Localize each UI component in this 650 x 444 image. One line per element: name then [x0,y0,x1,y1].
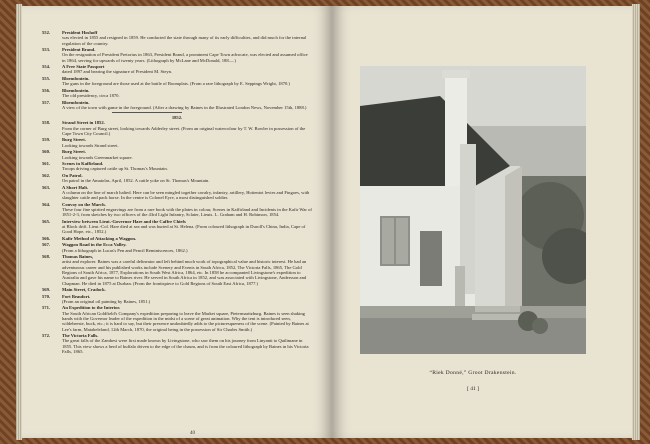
entry-number: 572. [42,333,51,338]
entry-number: 560. [42,149,51,155]
entry-description: Troops driving captured cattle up St. Thomas's Mountain. [62,166,168,172]
entry-number: 568. [42,254,51,260]
catalogue-entry [42,185,312,201]
catalogue-entry [42,287,312,292]
entry-number: 556. [42,87,51,93]
entry-number: 570. [42,293,51,299]
entry-number: 562. [42,172,51,178]
catalogue-entry [42,254,312,286]
page-edges-right [632,4,640,440]
plate-number: [ 41 ] [466,386,480,392]
section-divider [112,112,182,113]
entry-title: The Victoria Falls. [62,333,99,338]
entries-section-b [42,120,312,354]
entry-number: 567. [42,242,51,248]
entry-number: 564. [42,201,51,207]
entry-title: Strand Street in 1852. [62,120,105,126]
entry-number: 571. [42,305,51,311]
section-year: 1852. [171,115,183,121]
entry-description: was elected in 1855 and resigned in 1859. He conducted the state through many of its early difficulties, and did much for the internal regulation of the country. [62,35,307,46]
entry-description: From the corner of Burg street, looking towards Adderley street. (From an original watercolour by T. W. Bowler in possession of the Cape Town City Council.) [62,125,306,136]
entry-number: 553. [42,47,51,53]
page-number: 40 [190,431,195,436]
entry-title: Bloemfontein. [62,87,90,93]
entry-title: Burg Street. [62,149,86,155]
catalogue-entry [42,161,312,172]
catalogue-entry [42,294,312,305]
entry-number: 555. [42,75,51,81]
entry-description: dated 1897 and bearing the signature of President M. Steyn. [62,69,173,75]
entry-number: 561. [42,161,51,167]
plate-photograph [360,66,586,354]
entry-title: Convoy on the March. [62,201,106,207]
plate-caption: “Riek Donné,” Groot Drakenstein. [429,370,517,376]
entry-description: A view of the town with game in the foreground. (After a drawing by Baines in the Illustrated London News, November 15th, 1888.) [62,104,307,110]
entry-description: The old presidency, circa 1870. [62,93,120,99]
entry-description: On patrol in the Amatolas, April, 1852. A cattle yoke on St. Thomas's Mountain. [62,178,210,184]
entry-description: On the resignation of President Pretorius in 1863, President Brand, a prominent Cape Town advocate, was elected and assumed office in 1864, serving for upwards of twenty years. (Lithograph by McLane and McDonald, 188—.) [62,52,308,63]
entry-title: Scenes in Kaffirland. [62,161,104,167]
catalogue-entry [42,100,312,111]
entry-number: 563. [42,184,51,190]
catalogue-entry [42,76,312,87]
entry-title: Burg Street. [62,137,86,143]
entry-number: 566. [42,235,51,241]
catalogue-entry [42,242,312,253]
entry-title: Bloemfontein. [62,99,90,105]
catalogue-entry [42,47,312,63]
entry-number: 558. [42,120,51,126]
entry-description: A column on the line of march halted. Here can be seen mingled together cavalry, infantry, artillery, Hottentot levies and Fingoes, with slaughter cattle and pack horse. In the centre is Colonel Eyre, a most distinguished soldier. [62,189,310,201]
entry-description: Looking towards Strand street. [62,142,119,148]
catalogue-entry [42,30,312,46]
catalogue-entry [42,64,312,75]
entry-description: These four fine spirited engravings are from a rare book with the plates in colour, Scenes in Kaffirland and Incidents in the Kafir War of 1851-2-3, from sketches by two officers of the 43rd Light Infantry, Sclater, Lieuts. L. Graham and H. Robinson, 1854. [62,206,312,218]
entry-title: Waggon Road in the Ecca Valley. [62,242,127,248]
catalogue-text [42,30,312,355]
entry-description: artist and explorer. Baines was a careful delineator and left behind much work of topographical value and historic interest. He had an adventurous career and his published works include Scenery and Events in South Africa, 1852, The Victoria Falls, 1865, The Gold Regions of South Africa, 1877, Explorations in South West Africa, 1864, etc. In 1858 he accompanied Livingstone's expedition to Australia and gave his name to Baines river. He served in South Africa in 1852, and was associated with Livingstone, Andersson and Chapman. He died in 1875 at Durban. (From the frontispiece to Gold Regions of South East Africa, 1877.) [62,259,307,286]
catalogue-entry [42,88,312,99]
entry-title: An Expedition to the Interior. [62,305,121,311]
entries-section-a [42,30,312,110]
entry-description: The South African Goldfield's Company's expedition preparing to leave the Market square, Pietermaritzburg. Baines is seen shaking hands with the Governor leader of the expedition in the midst of a scene of great animation. Why the tent is introduced seen, wildebeeste, buck, etc.; it is hard to say, but their presence undoubtedly adds to the picturesqueness of the scene. (Painted by Baines at Lee's farm, Matabeleland, 12th March, 1870, the original being in the possession of Sir Charles Smith.) [62,310,309,332]
catalogue-entry [42,202,312,218]
entry-title: Fort Beaufort. [62,293,91,299]
entry-description: at Block drift. Lieut.-Col. Hare died at sea and was buried at St. Helena. (From coloured lithograph in Duroll's China, India, Cape of Good Hope, etc., 1852.) [62,224,306,235]
entry-title: A Free State Passport [62,64,105,70]
catalogue-entry [42,305,312,331]
entry-title: Bloemfontein. [62,75,90,81]
entry-number: 569. [42,287,51,293]
entry-title: On Patrol. [62,172,83,178]
entry-number: 565. [42,218,51,224]
entry-description: (From a lithograph in Lucas's Pen and Pencil Reminiscences, 1862.) [62,247,188,253]
catalogue-entry [42,173,312,184]
entry-title: Interview between Lieut.-Governor Hare and the Caffre Chiefs [62,218,186,224]
entry-title: Main Street, Cradock. [62,287,106,293]
catalogue-entry [42,219,312,235]
entry-title: A Short Halt. [62,184,89,190]
entry-number: 552. [42,30,51,35]
entry-description: The guns in the foreground are those used at the battle of Boomplats. (From a rare lithograph by E. Seppings Wright, 1870.) [62,81,290,87]
entry-number: 557. [42,99,51,105]
entry-description: (From an original oil painting by Baines, 1851.) [62,298,151,304]
entry-description: Looking towards Greenmarket square. [62,154,133,160]
entry-description: The great falls of the Zambesi were first made known by Livingstone, who saw them on his journey from Linyanti to Quilimane in 1855. This view shows a herd of buffalo driven to the edge of the chasm, and is from the coloured lithograph by Baines in his Victoria Falls, 1865. [62,338,309,354]
entry-title: President Hoshoff [62,30,98,35]
entry-title: Kafir Method of Attacking a Waggon. [62,235,137,241]
catalogue-entry [42,333,312,354]
catalogue-entry [42,236,312,241]
entry-number: 559. [42,137,51,143]
entry-title: President Brand. [62,47,96,53]
entry-number: 554. [42,64,51,70]
catalogue-entry [42,137,312,148]
catalogue-entry [42,149,312,160]
entry-title: Thomas Baines, [62,254,94,260]
catalogue-entry [42,120,312,136]
